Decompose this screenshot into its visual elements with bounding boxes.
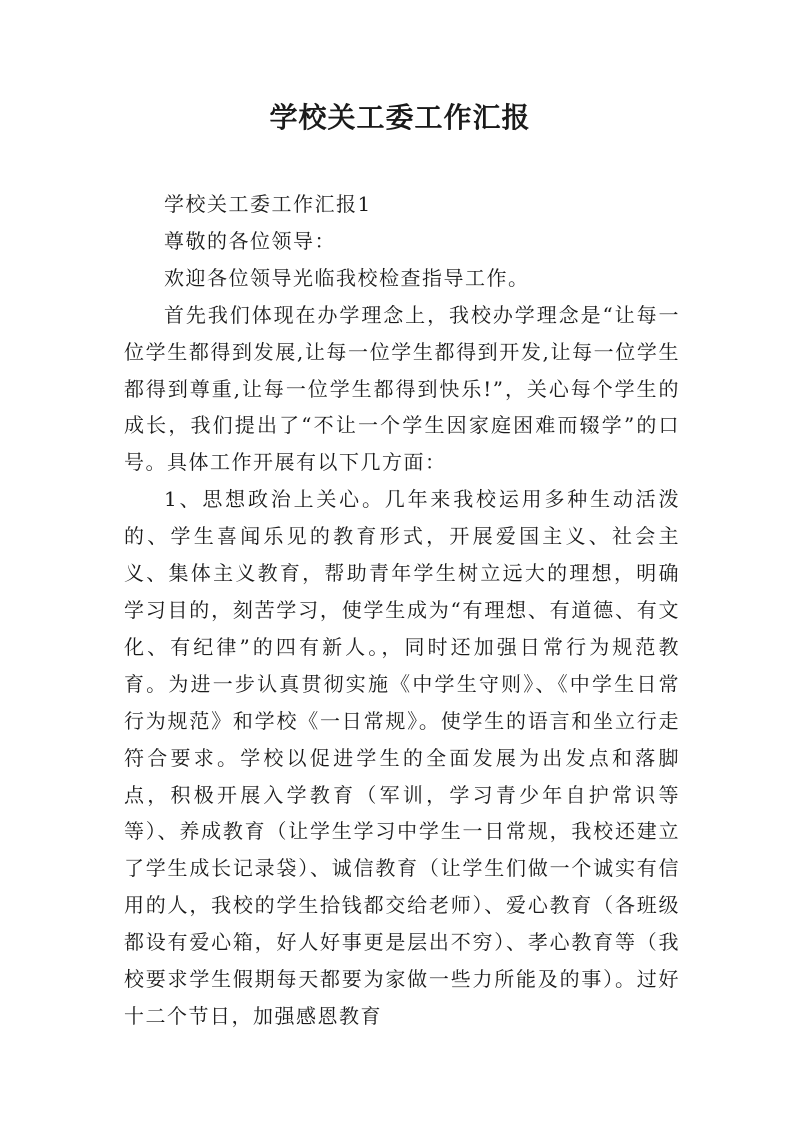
paragraph-heading: 学校关工委工作汇报1: [164, 192, 372, 216]
document-title: 学校关工委工作汇报: [269, 101, 531, 134]
paragraph-welcome: 欢迎各位领导光临我校检查指导工作。: [164, 265, 530, 290]
document-body: [124, 186, 680, 1035]
paragraph-salutation: 尊敬的各位领导：: [164, 228, 336, 253]
paragraph-philosophy: 首先我们体现在办学理念上，我校办学理念是“让每一位学生都得到发展,让每一位学生都得到开发,让每一位学生都得到尊重,让每一位学生都得到快乐!”，关心每个学生的成长，我们提出了“不让一个学生因家庭困难而辍学”的口号。具体工作开展有以下几方面：: [124, 302, 680, 475]
paragraph-political-care: 1、思想政治上关心。几年来我校运用多种生动活泼的、学生喜闻乐见的教育形式，开展爱国主义、社会主义、集体主义教育，帮助青年学生树立远大的理想，明确学习目的，刻苦学习，使学生成为“有理想、有道德、有文化、有纪律”的四有新人。，同时还加强日常行为规范教育。为进一步认真贯彻实施《中学生守则》、《中学生日常行为规范》和学校《一日常规》。使学生的语言和坐立行走符合要求。学校以促进学生的全面发展为出发点和落脚点，积极开展入学教育（军训，学习青少年自护常识等等）、养成教育（让学生学习中学生一日常规，我校还建立了学生成长记录袋）、诚信教育（让学生们做一个诚实有信用的人，我校的学生拾钱都交给老师）、爱心教育（各班级都设有爱心箱，好人好事更是层出不穷）、孝心教育等（我校要求学生假期每天都要为家做一些力所能及的事）。过好十二个节日，加强感恩教育: [124, 487, 680, 1028]
